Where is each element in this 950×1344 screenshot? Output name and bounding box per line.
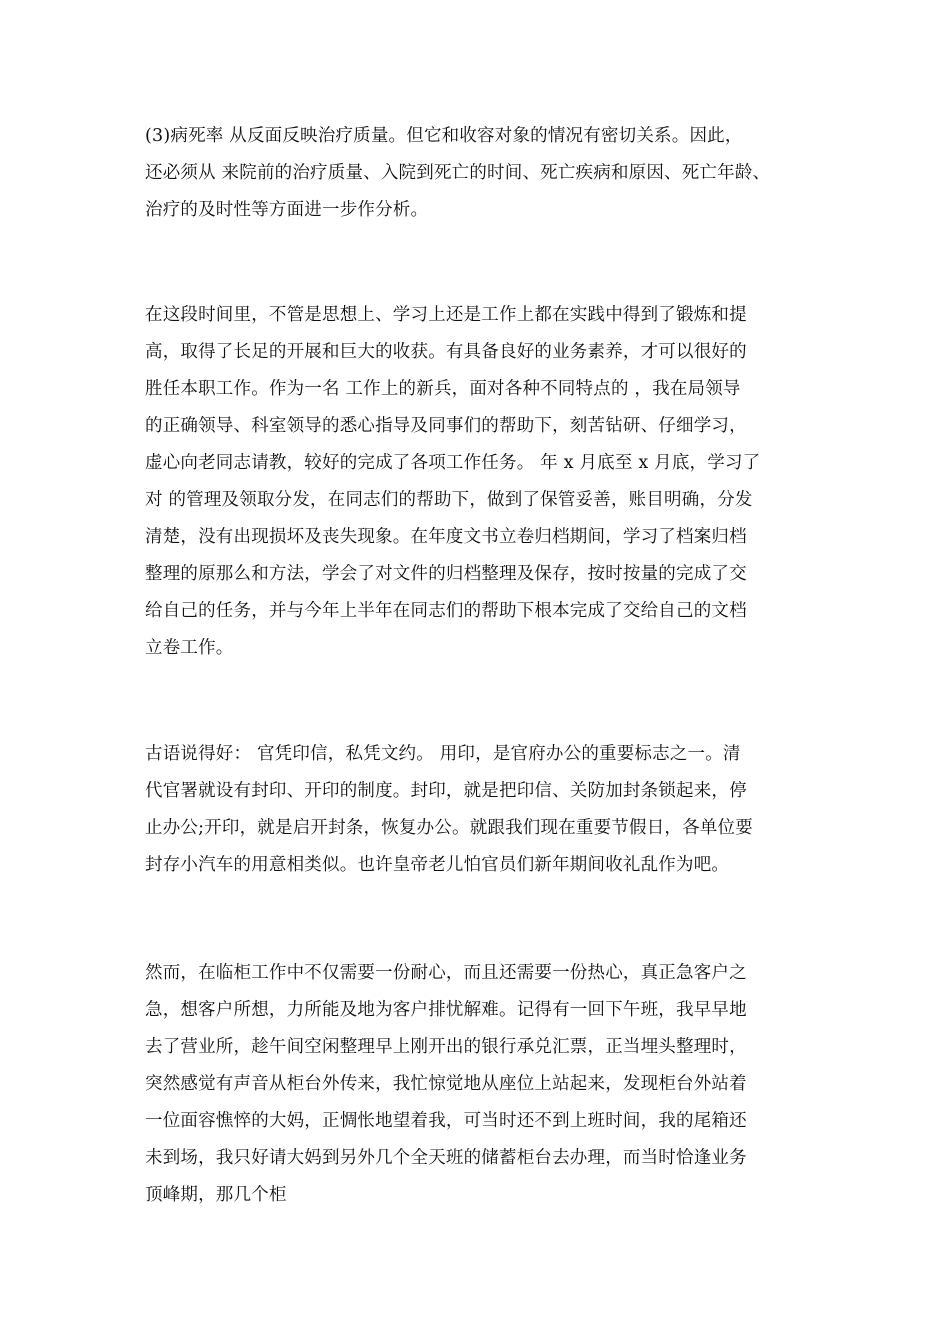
text-line: 胜任本职工作。作为一名 工作上的新兵，面对各种不同特点的 ，我在局领导 [145, 379, 741, 399]
text-line: 封存小汽车的用意相类似。也许皇帝老儿怕官员们新年期间收礼乱作为吧。 [145, 855, 730, 875]
text-line: (3)病死率 从反面反映治疗质量。但它和收容对象的情况有密切关系。因此， [145, 126, 743, 146]
text-line: 还必须从 来院前的治疗质量、入院到死亡的时间、死亡疾病和原因、死亡年龄、 [145, 163, 771, 183]
paragraph-work-summary [145, 297, 835, 667]
text-line: 止办公;开印，就是启开封条，恢复办公。就跟我们现在重要节假日，各单位要 [145, 818, 753, 838]
text-line: 一位面容憔悴的大妈，正惆怅地望着我，可当时还不到上班时间，我的尾箱还 [145, 1111, 747, 1131]
text-line: 对 的管理及领取分发，在同志们的帮助下，做到了保管妥善，账目明确，分发 [145, 490, 753, 510]
paragraph-seal-custom [145, 736, 835, 884]
text-line: 代官署就设有封印、开印的制度。封印，就是把印信、关防加封条锁起来，停 [145, 781, 747, 801]
text-line: 去了营业所，趁午间空闲整理早上刚开出的银行承兑汇票，正当埋头整理时， [145, 1037, 747, 1057]
text-line: 清楚，没有出现损坏及丧失现象。在年度文书立卷归档期间，学习了档案归档 [145, 527, 747, 547]
text-line: 顶峰期，那几个柜 [145, 1185, 287, 1205]
text-line: 给自己的任务，并与今年上半年在同志们的帮助下根本完成了交给自己的文档 [145, 601, 747, 621]
text-line: 立卷工作。 [145, 638, 234, 658]
text-line: 虚心向老同志请教，较好的完成了各项工作任务。 年 x 月底至 x 月底，学习了 [145, 453, 761, 473]
text-line: 急，想客户所想，力所能及地为客户排忧解难。记得有一回下午班，我早早地 [145, 1000, 747, 1020]
text-line: 未到场，我只好请大妈到另外几个全天班的储蓄柜台去办理，而当时恰逢业务 [145, 1148, 747, 1168]
text-line: 在这段时间里，不管是思想上、学习上还是工作上都在实践中得到了锻炼和提 [145, 305, 747, 325]
paragraph-mortality-rate [145, 118, 835, 229]
text-line: 治疗的及时性等方面进一步作分析。 [145, 200, 429, 220]
text-line: 突然感觉有声音从柜台外传来，我忙惊觉地从座位上站起来，发现柜台外站着 [145, 1074, 747, 1094]
text-line: 的正确领导、科室领导的悉心指导及同事们的帮助下，刻苦钻研、仔细学习， [145, 416, 747, 436]
paragraph-counter-service [145, 955, 835, 1214]
text-line: 然而，在临柜工作中不仅需要一份耐心，而且还需要一份热心，真正急客户之 [145, 963, 747, 983]
text-line: 高，取得了长足的开展和巨大的收获。有具备良好的业务素养，才可以很好的 [145, 342, 747, 362]
text-line: 整理的原那么和方法，学会了对文件的归档整理及保存，按时按量的完成了交 [145, 564, 747, 584]
text-line: 古语说得好： 官凭印信，私凭文约。 用印，是官府办公的重要标志之一。清 [145, 744, 741, 764]
